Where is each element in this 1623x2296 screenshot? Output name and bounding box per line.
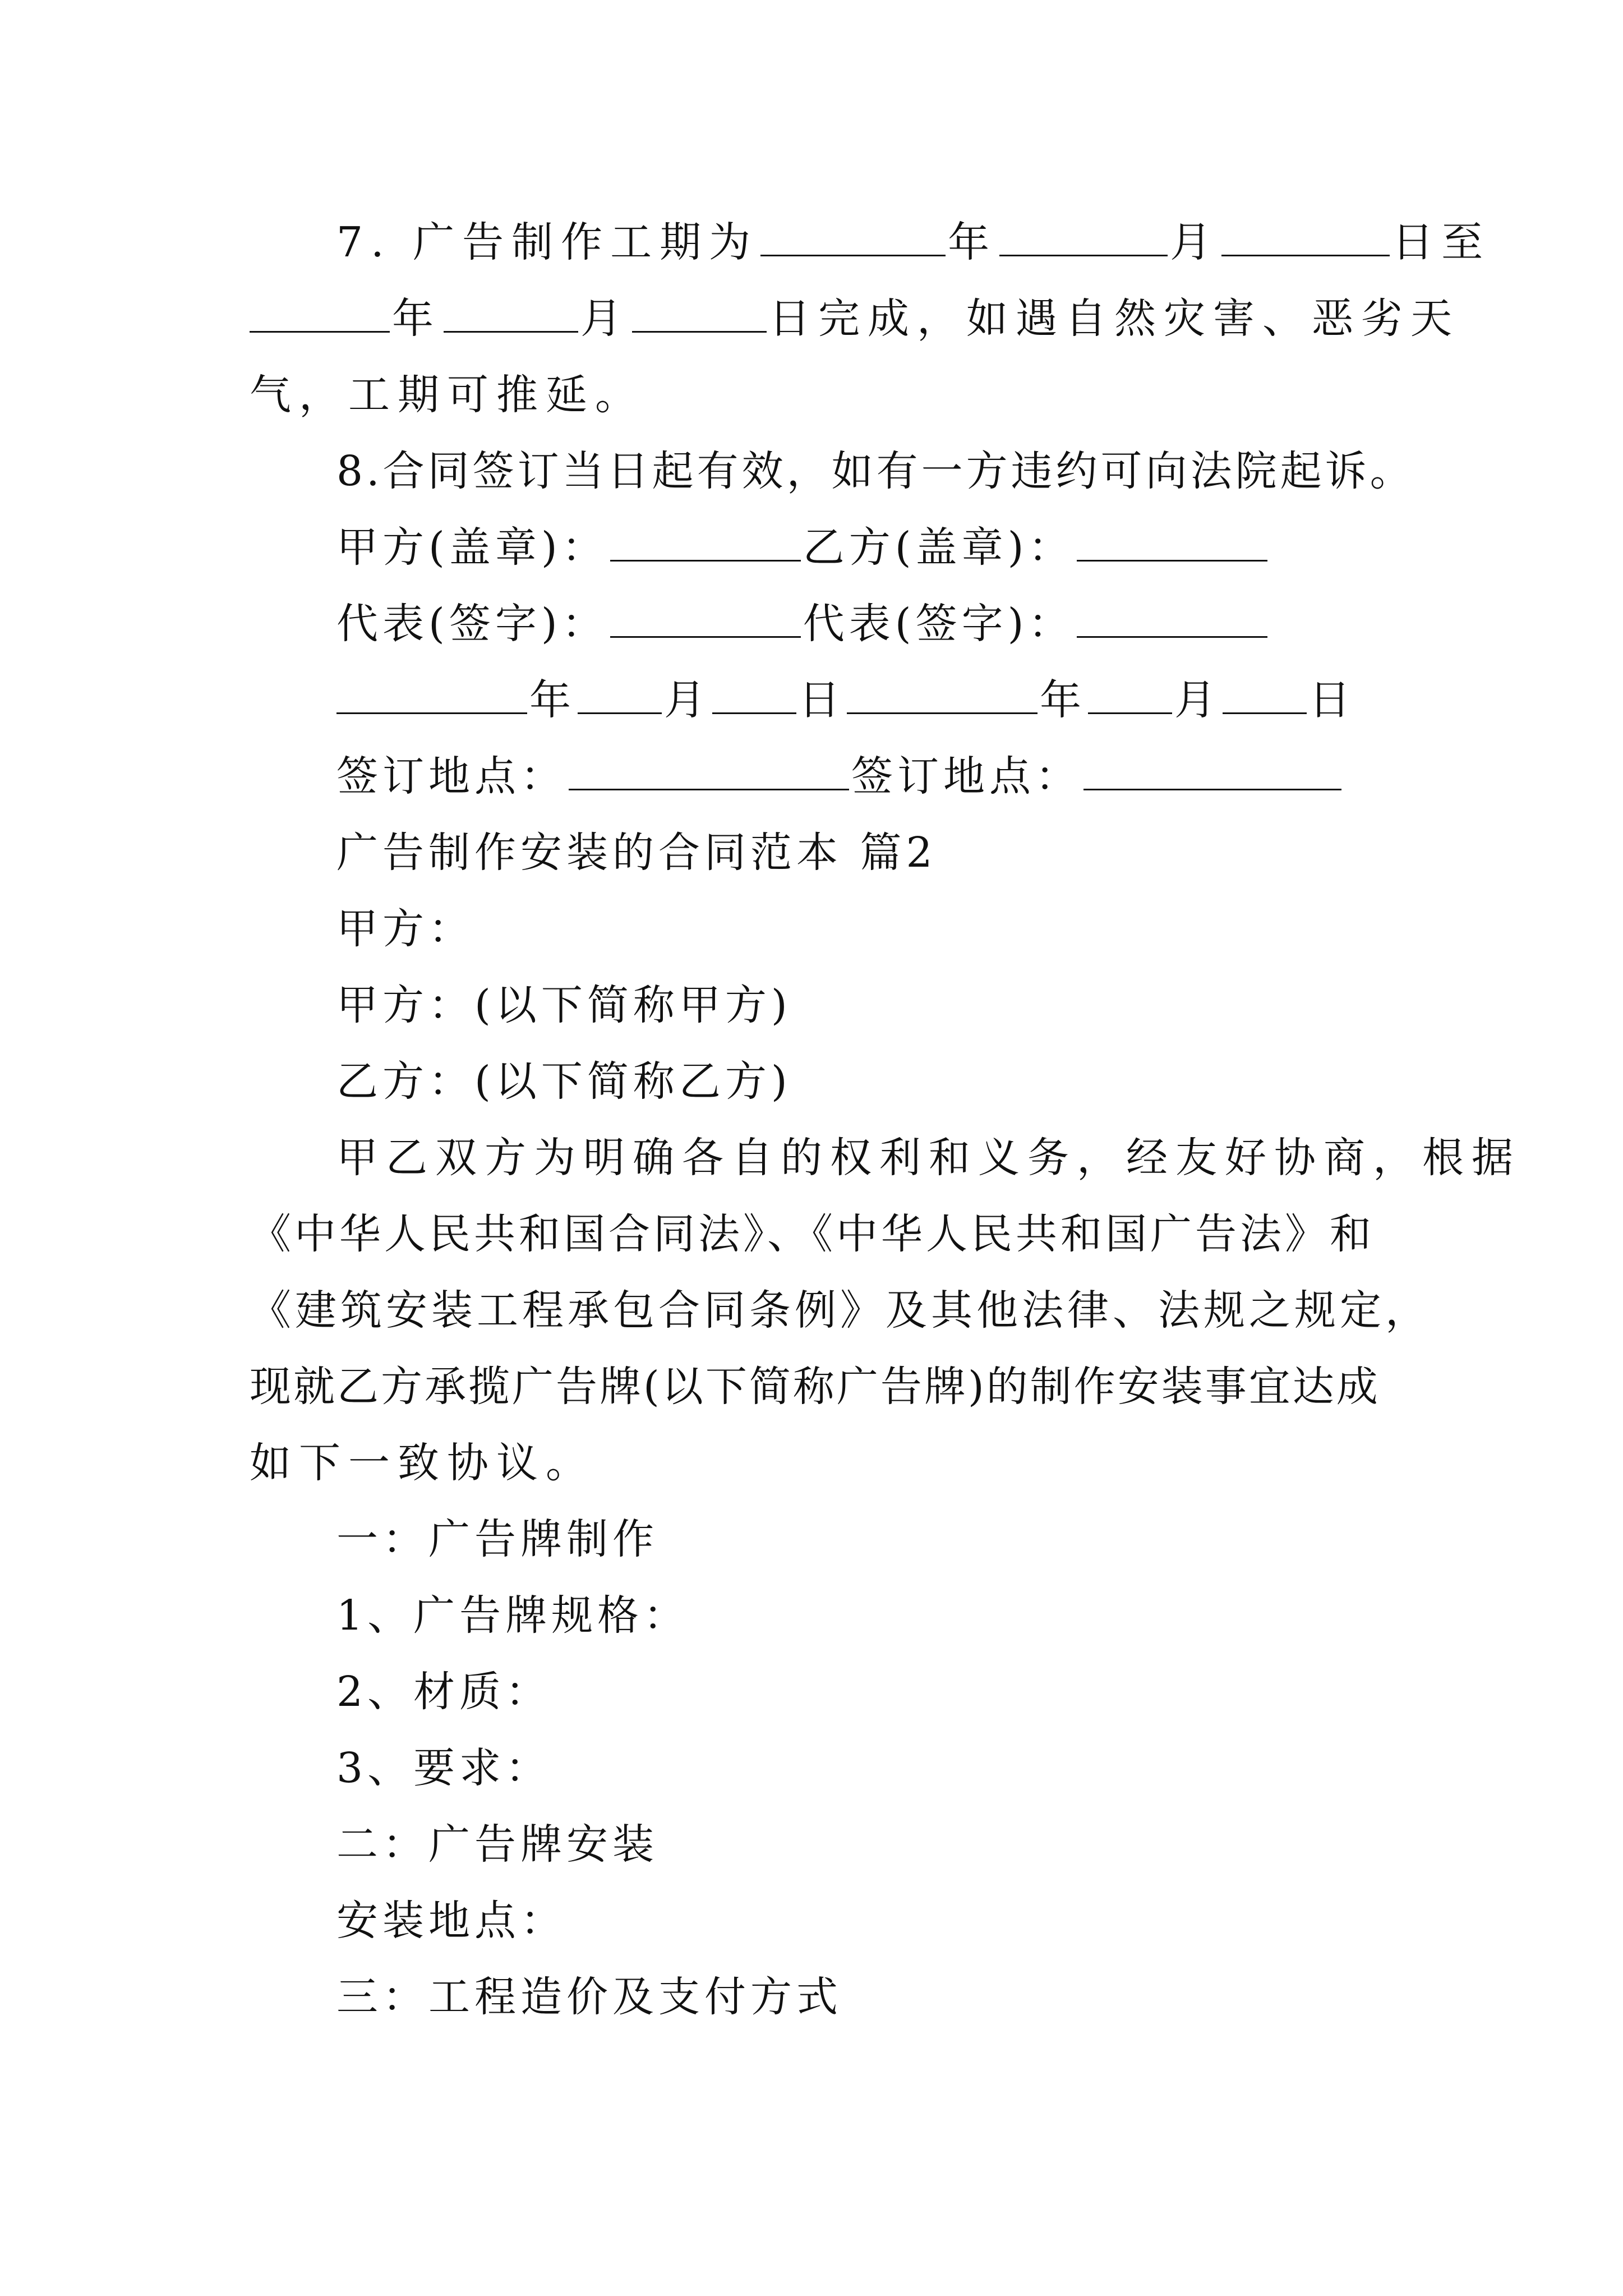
item-text: 一：广告牌制作 — [336, 1515, 658, 1563]
rep-a-blank[interactable] — [610, 602, 801, 638]
clause-7-line-2 — [250, 280, 1460, 357]
clause-7-line-3 — [250, 357, 644, 433]
party-a-heading — [336, 891, 474, 967]
item-install-location — [336, 1883, 566, 1959]
date-row — [336, 662, 1355, 738]
intro-text: 如下一致协议。 — [250, 1439, 595, 1487]
intro-text: 《中华人民共和国合同法》、《中华人民共和国广告法》和 — [250, 1210, 1375, 1258]
month-label: 月 — [1170, 218, 1220, 266]
day-label: 日 — [1309, 676, 1355, 724]
year-label: 年 — [529, 676, 575, 724]
item-heading-3 — [336, 1959, 842, 2035]
intro-line-2 — [250, 1196, 1375, 1272]
rep-b-blank[interactable] — [1077, 602, 1267, 638]
party-a-heading-text: 甲方： — [336, 905, 474, 953]
item-text: 3、要求： — [336, 1744, 552, 1792]
year-blank[interactable] — [336, 679, 527, 714]
day-blank[interactable] — [712, 679, 796, 714]
place-b-blank[interactable] — [1083, 755, 1341, 790]
year-label: 年 — [948, 218, 998, 266]
intro-text: 现就乙方承揽广告牌(以下简称广告牌)的制作安装事宜达成 — [250, 1363, 1380, 1411]
intro-line-5 — [250, 1425, 595, 1501]
clause-7-rest: 日完成，如遇自然灾害、恶劣天 — [769, 295, 1460, 343]
year-label: 年 — [1040, 676, 1086, 724]
clause-7-end: 气，工期可推延。 — [250, 371, 644, 419]
intro-text: 《建筑安装工程承包合同条例》及其他法律、法规之规定， — [250, 1286, 1431, 1335]
blank-field[interactable] — [250, 297, 390, 333]
year-label: 年 — [392, 295, 441, 343]
seal-row — [336, 509, 1270, 586]
month-label: 月 — [664, 676, 710, 724]
item-requirement — [336, 1730, 551, 1806]
rep-a-label: 代表(签字)： — [336, 600, 608, 648]
place-a-label: 签订地点： — [336, 752, 566, 800]
party-a-line — [336, 967, 792, 1043]
party-a-seal-label: 甲方(盖章)： — [336, 523, 608, 572]
item-text: 三：工程造价及支付方式 — [336, 1973, 842, 2021]
intro-line-1 — [336, 1120, 1521, 1196]
month-label: 月 — [1174, 676, 1220, 724]
clause-7-line-1 — [336, 204, 1491, 280]
party-b-seal-blank[interactable] — [1077, 526, 1267, 562]
representative-row — [336, 586, 1270, 662]
clause-7-text: 7. 广告制作工期为 — [336, 218, 759, 266]
item-spec — [336, 1577, 689, 1654]
section-2-title-text: 广告制作安装的合同范本 篇2 — [336, 829, 937, 877]
clause-8 — [336, 433, 1415, 509]
year-blank[interactable] — [847, 679, 1038, 714]
item-heading-2 — [336, 1806, 658, 1883]
item-text: 1、广告牌规格： — [336, 1591, 690, 1640]
item-text: 二：广告牌安装 — [336, 1820, 658, 1869]
intro-text: 甲乙双方为明确各自的权利和义务，经友好协商，根据 — [336, 1134, 1521, 1182]
day-blank[interactable] — [1223, 679, 1307, 714]
blank-field[interactable] — [444, 297, 578, 333]
section-2-title — [336, 815, 937, 891]
item-heading-1 — [336, 1501, 658, 1577]
intro-line-4 — [250, 1349, 1380, 1425]
clause-8-text: 8.合同签订当日起有效，如有一方违约可向法院起诉。 — [336, 447, 1415, 495]
day-to-label: 日至 — [1392, 218, 1491, 266]
month-label: 月 — [580, 295, 630, 343]
blank-field[interactable] — [760, 221, 946, 256]
blank-field[interactable] — [632, 297, 767, 333]
party-b-text: 乙方：(以下简称乙方) — [336, 1057, 792, 1106]
party-b-seal-label: 乙方(盖章)： — [803, 523, 1075, 572]
month-blank[interactable] — [1088, 679, 1172, 714]
intro-line-3 — [250, 1272, 1431, 1349]
party-a-seal-blank[interactable] — [610, 526, 801, 562]
place-b-label: 签订地点： — [851, 752, 1081, 800]
month-blank[interactable] — [578, 679, 662, 714]
item-text: 安装地点： — [336, 1897, 566, 1945]
place-a-blank[interactable] — [569, 755, 849, 790]
blank-field[interactable] — [1221, 221, 1390, 256]
rep-b-label: 代表(签字)： — [803, 600, 1075, 648]
party-a-text: 甲方：(以下简称甲方) — [336, 981, 792, 1029]
place-row — [336, 738, 1344, 815]
party-b-line — [336, 1043, 792, 1120]
blank-field[interactable] — [999, 221, 1168, 256]
item-material — [336, 1654, 551, 1730]
item-text: 2、材质： — [336, 1668, 552, 1716]
day-label: 日 — [799, 676, 845, 724]
